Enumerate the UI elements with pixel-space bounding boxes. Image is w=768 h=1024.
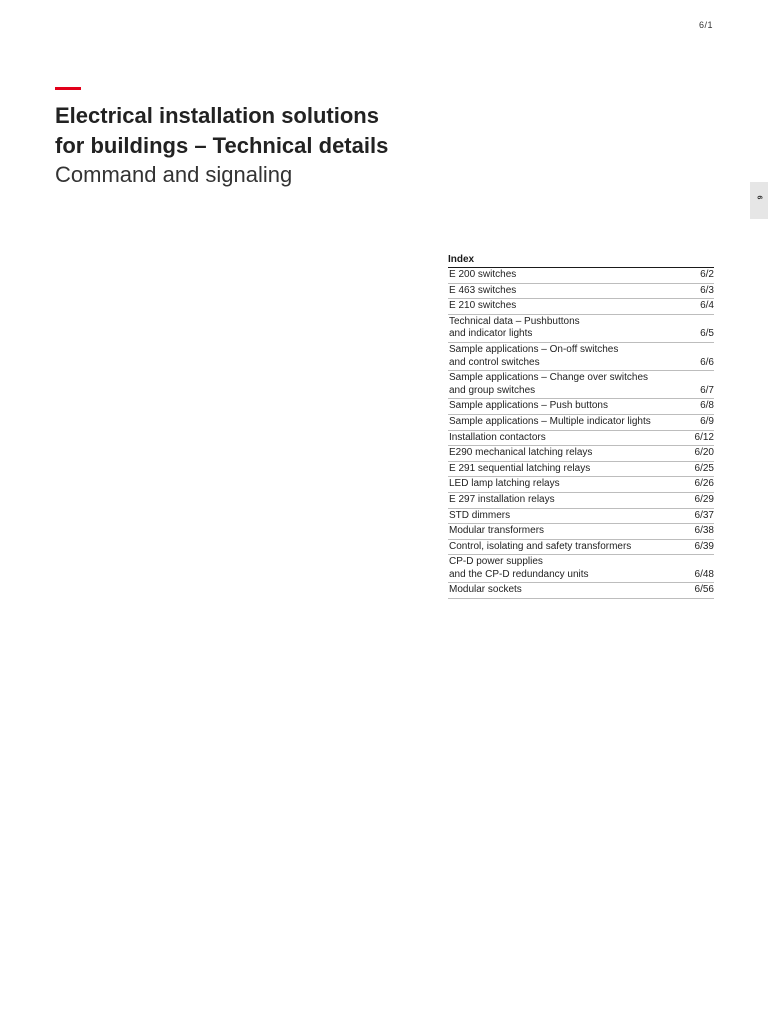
index-entry-page: 6/56 xyxy=(694,584,714,596)
index-entry-page: 6/3 xyxy=(700,284,714,296)
index-entry-page: 6/5 xyxy=(700,328,714,340)
index-entry-title: Sample applications – Push buttons xyxy=(449,400,608,412)
index-entry-title: Modular sockets xyxy=(449,584,522,596)
index-entry-page: 6/29 xyxy=(694,493,714,505)
index-entry[interactable] xyxy=(448,509,714,525)
index-entry-page: 6/48 xyxy=(694,568,714,580)
index-entry[interactable] xyxy=(448,343,714,371)
index-entry-page: 6/8 xyxy=(700,400,714,412)
index-entry[interactable] xyxy=(448,399,714,415)
index-entry[interactable] xyxy=(448,299,714,315)
chapter-tab-label: 6 xyxy=(755,195,763,200)
index-entry[interactable] xyxy=(448,477,714,493)
page-title-line-2: for buildings – Technical details xyxy=(55,133,389,158)
index-entry-title: Installation contactors xyxy=(449,431,546,443)
index-entry-title: Sample applications – On-off switches and control switches xyxy=(449,343,619,368)
page-subtitle: Command and signaling xyxy=(55,162,293,187)
index-entry[interactable] xyxy=(448,415,714,431)
index-entry-page: 6/25 xyxy=(694,462,714,474)
index-entry-page: 6/4 xyxy=(700,300,714,312)
page-title xyxy=(55,101,475,161)
index-entry-page: 6/7 xyxy=(700,384,714,396)
index-entry-title: E 297 installation relays xyxy=(449,493,555,505)
index-entry-title: STD dimmers xyxy=(449,509,511,521)
index-entry-page: 6/37 xyxy=(694,509,714,521)
index-entry-title: E 463 switches xyxy=(449,284,517,296)
index-entry[interactable] xyxy=(448,555,714,583)
index-entry-title: E 210 switches xyxy=(449,300,517,312)
index-entry-title: E 200 switches xyxy=(449,269,517,280)
index-entry-page: 6/2 xyxy=(700,269,714,280)
page-title-line-1: Electrical installation solutions xyxy=(55,103,379,128)
index-entry-title: Sample applications – Multiple indicator lights xyxy=(449,415,651,427)
index-entry-page: 6/39 xyxy=(694,540,714,552)
index-entry-page: 6/12 xyxy=(694,431,714,443)
index-entry[interactable] xyxy=(448,284,714,300)
index-entry-page: 6/26 xyxy=(694,478,714,490)
page-number: 6/1 xyxy=(698,20,713,30)
index-entry-page: 6/20 xyxy=(694,447,714,459)
index-entry-page: 6/38 xyxy=(694,525,714,537)
index-entry-title: E290 mechanical latching relays xyxy=(449,447,593,459)
index-entry[interactable] xyxy=(448,431,714,447)
index-entry[interactable] xyxy=(448,315,714,343)
index-entry[interactable] xyxy=(448,462,714,478)
index-entry-title: E 291 sequential latching relays xyxy=(449,462,591,474)
index-rows xyxy=(448,268,714,599)
index-entry-title: CP-D power supplies and the CP-D redundancy units xyxy=(449,556,589,580)
index-entry[interactable] xyxy=(448,493,714,509)
accent-bar xyxy=(55,87,81,90)
index-table xyxy=(448,253,714,599)
index-entry[interactable] xyxy=(448,583,714,599)
index-entry-page: 6/9 xyxy=(700,415,714,427)
index-entry[interactable] xyxy=(448,371,714,399)
index-entry[interactable] xyxy=(448,446,714,462)
index-entry-title: LED lamp latching relays xyxy=(449,478,560,490)
index-entry-title: Modular transformers xyxy=(449,525,545,537)
index-entry[interactable] xyxy=(448,524,714,540)
index-heading: Index xyxy=(448,253,714,268)
index-entry-title: Control, isolating and safety transformers xyxy=(449,540,632,552)
index-entry-title: Technical data – Pushbuttons and indicator lights xyxy=(449,315,580,340)
index-entry[interactable] xyxy=(448,268,714,284)
chapter-tab[interactable] xyxy=(750,182,768,219)
index-entry-title: Sample applications – Change over switches and group switches xyxy=(449,372,648,396)
index-entry-page: 6/6 xyxy=(700,356,714,368)
index-entry[interactable] xyxy=(448,540,714,556)
